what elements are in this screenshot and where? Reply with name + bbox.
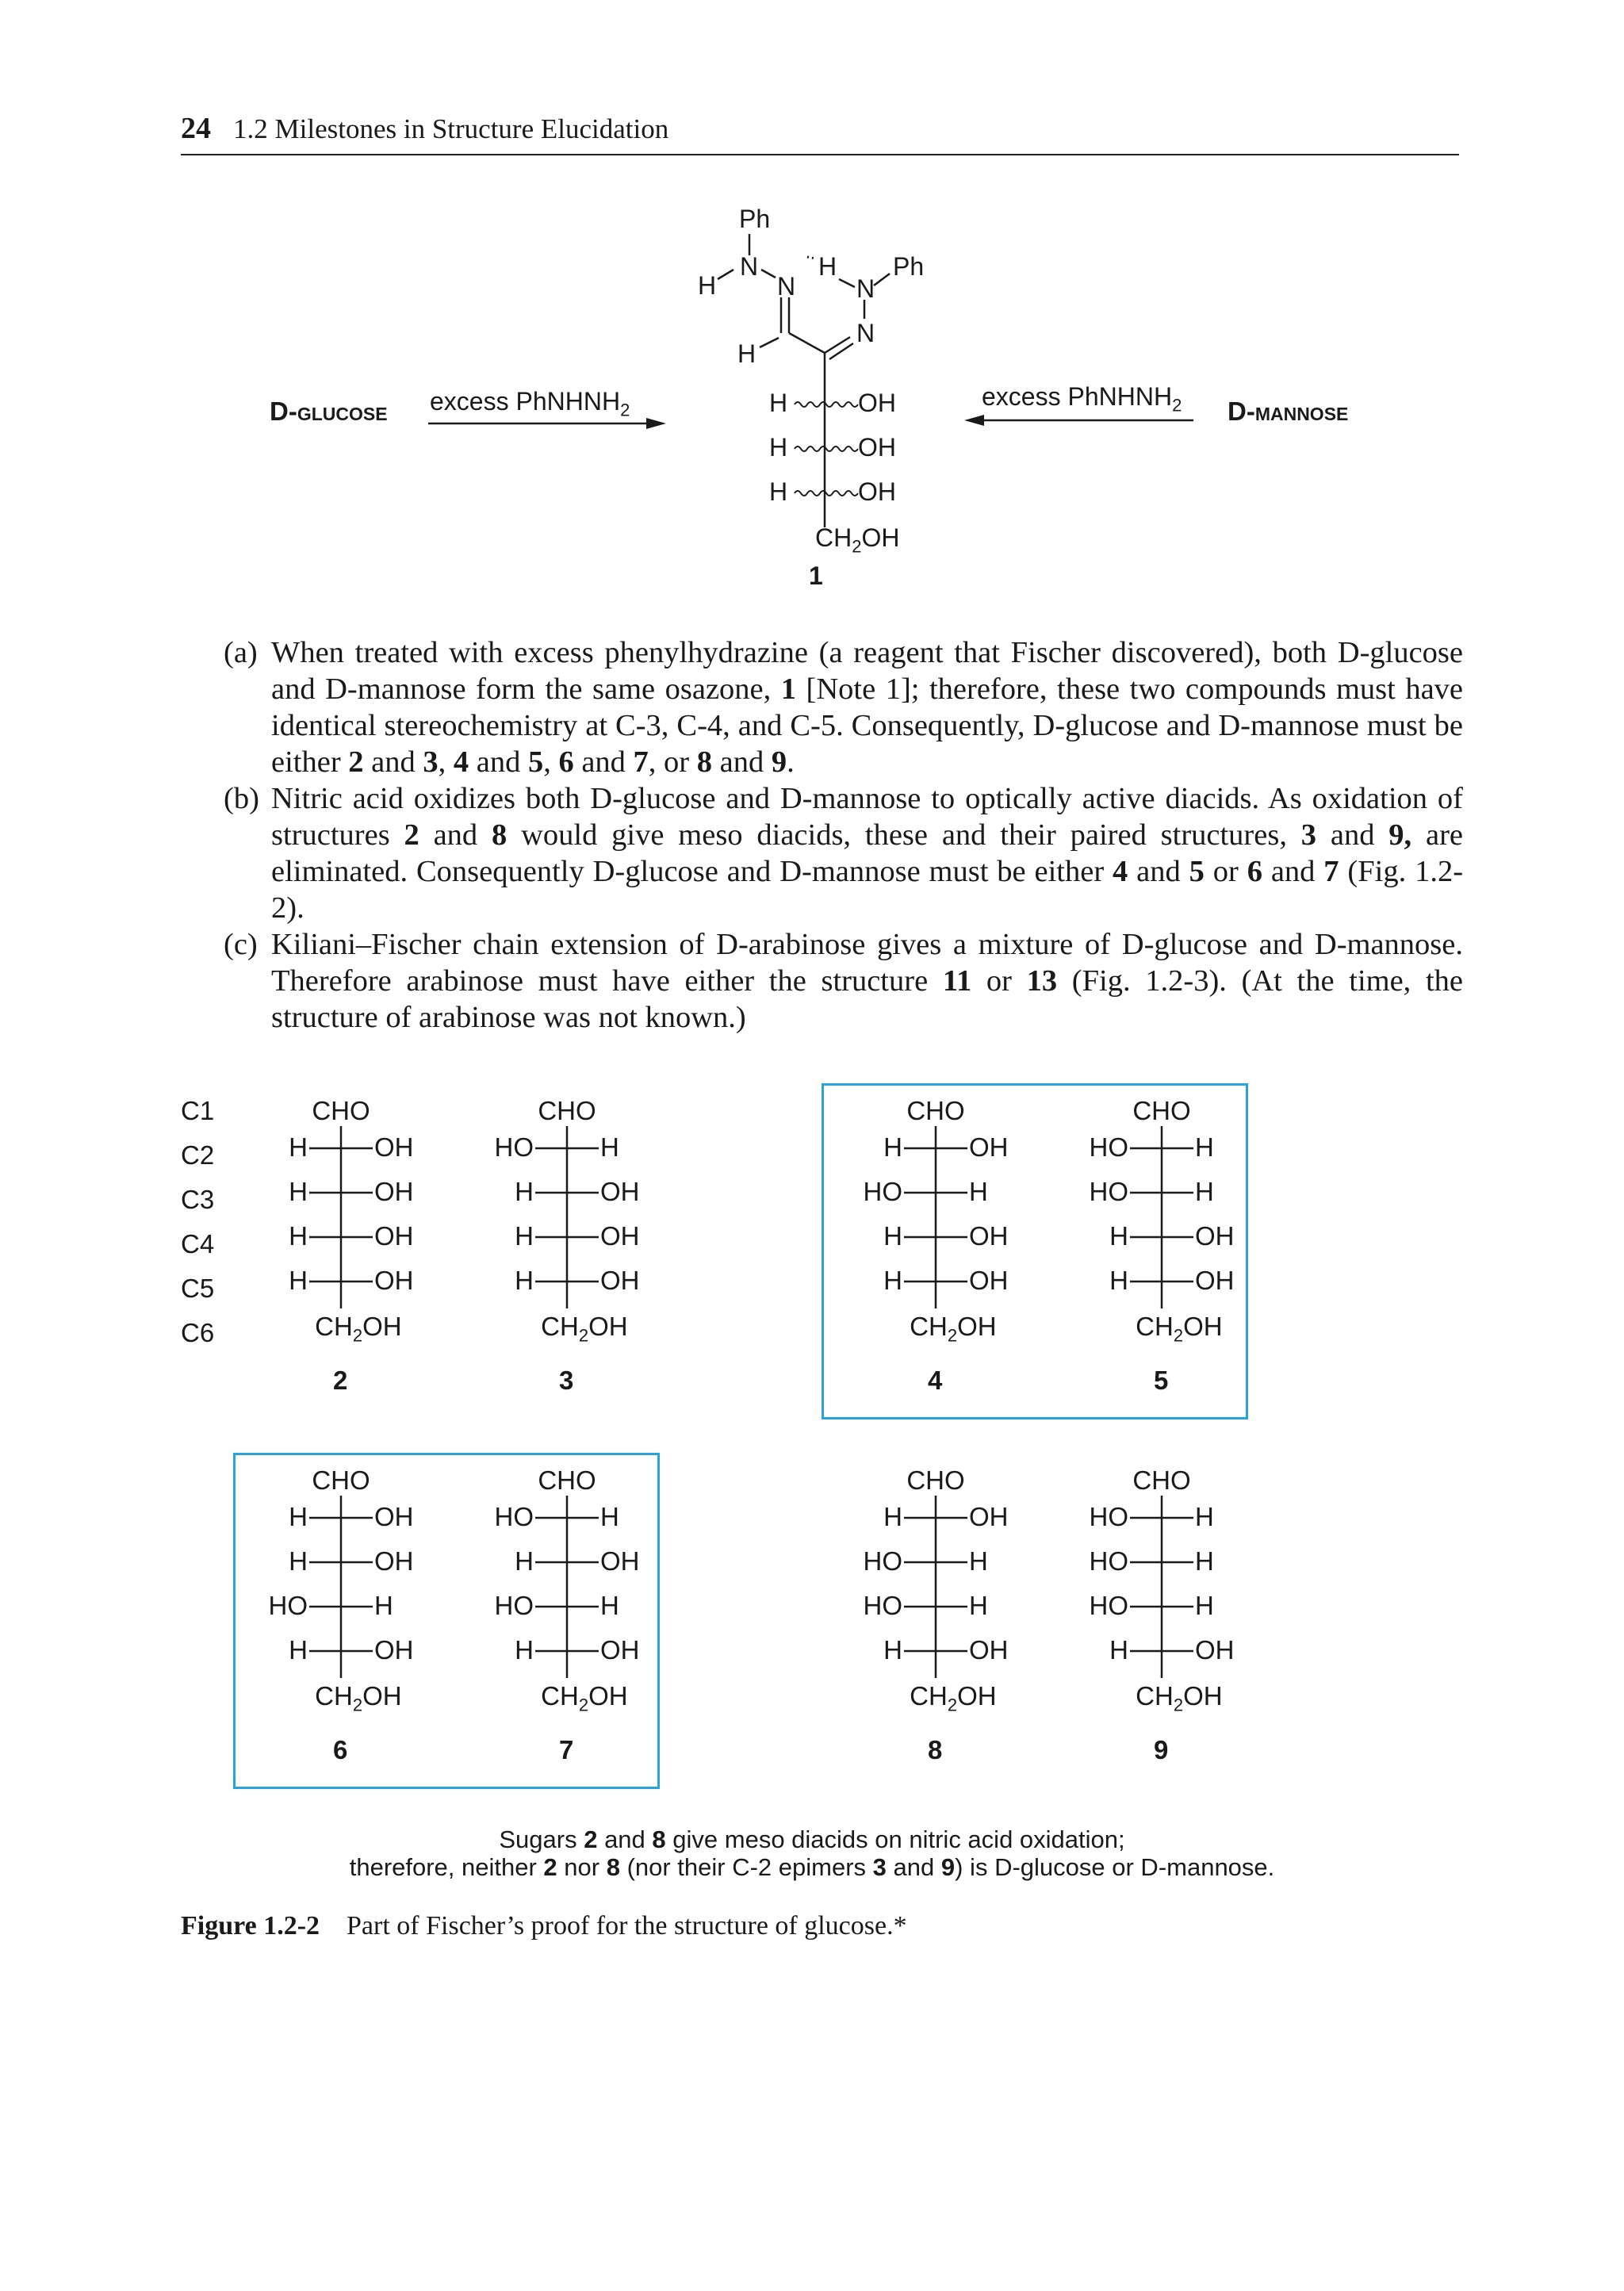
right-substituent: OH (374, 1266, 414, 1295)
right-substituent: H (600, 1132, 619, 1162)
atom-n: N (740, 252, 759, 281)
item-label: (a) (224, 636, 258, 669)
atom-oh: OH (858, 433, 896, 462)
left-substituent: HO (1089, 1546, 1128, 1576)
atom-h: H (769, 433, 788, 462)
fischer-bonds (0, 1063, 1624, 1808)
left-substituent: H (1109, 1635, 1128, 1665)
atom-oh: OH (858, 389, 896, 417)
compound-number-1: 1 (809, 561, 823, 590)
right-substituent: H (969, 1177, 988, 1206)
ch2oh-group: $CH_2OH$ (1136, 1681, 1223, 1715)
item-label: (c) (224, 928, 258, 961)
left-substituent: HO (494, 1132, 534, 1162)
left-substituent: H (289, 1546, 308, 1576)
right-substituent: OH (1195, 1221, 1235, 1251)
atom-h: H (698, 271, 717, 300)
left-substituent: HO (268, 1591, 308, 1620)
left-substituent: H (289, 1266, 308, 1295)
compound-number: 4 (928, 1366, 943, 1395)
right-substituent: H (1195, 1177, 1214, 1206)
ch2oh-group: $CH_2OH$ (541, 1681, 628, 1715)
left-substituent: H (515, 1546, 534, 1576)
atom-oh: OH (858, 477, 896, 506)
right-substituent: OH (374, 1546, 414, 1576)
right-substituent: OH (374, 1635, 414, 1665)
left-reactant: D-glucose (270, 397, 388, 426)
osazone-scheme (0, 0, 1624, 634)
compound-number: 9 (1154, 1735, 1169, 1764)
compound-number: 6 (333, 1735, 348, 1764)
right-substituent: H (969, 1546, 988, 1576)
compound-number: 5 (1154, 1366, 1169, 1395)
carbon-label: C3 (181, 1185, 215, 1214)
paragraph-b: (b) Nitric acid oxidizes both D-glucose and D-mannose to optically active diacids. As oxidation of structures 2 and 8 would give meso diacids, these and their paired structures, 3 and 9, are eliminated. Consequently D-glucose and D-mannose must be either 4 and 5 or 6 and 7 (Fig. 1.2-2). (224, 782, 1464, 925)
left-substituent: HO (1089, 1502, 1128, 1531)
left-substituent: HO (863, 1591, 902, 1620)
left-substituent: H (289, 1177, 308, 1206)
right-substituent: H (1195, 1591, 1214, 1620)
right-reactant: D-mannose (1228, 397, 1349, 426)
left-substituent: HO (1089, 1132, 1128, 1162)
osazone-bonds (0, 0, 1624, 634)
right-substituent: OH (374, 1132, 414, 1162)
paragraph-c: (c) Kiliani–Fischer chain extension of D-arabinose gives a mixture of D-glucose and D-mannose. Therefore arabinose must have either the structure 11 or 13 (Fig. 1.2-3). (At the time, the structure of arabinose was not known.) (224, 928, 1464, 1034)
left-substituent: H (883, 1132, 902, 1162)
atom-n: N (777, 272, 796, 301)
right-substituent: OH (374, 1502, 414, 1531)
left-substituent: H (515, 1635, 534, 1665)
cho-group: CHO (1132, 1096, 1191, 1125)
right-substituent: OH (374, 1221, 414, 1251)
right-substituent: OH (969, 1502, 1009, 1531)
atom-h: H (818, 252, 837, 281)
atom-n: N (856, 274, 875, 303)
left-substituent: H (515, 1177, 534, 1206)
right-substituent: OH (600, 1635, 640, 1665)
cho-group: CHO (906, 1465, 965, 1495)
figure-caption (181, 1911, 907, 1941)
cho-group: CHO (312, 1465, 370, 1495)
right-substituent: H (1195, 1502, 1214, 1531)
atom-h: H (737, 339, 756, 368)
left-substituent: HO (494, 1591, 534, 1620)
figure-label: Figure 1.2-2 (181, 1911, 320, 1940)
atom-ph-right: Ph (893, 252, 925, 281)
right-substituent: OH (600, 1221, 640, 1251)
left-substituent: H (883, 1502, 902, 1531)
right-substituent: H (1195, 1132, 1214, 1162)
ch2oh-group: $CH_2OH$ (910, 1681, 997, 1715)
right-substituent: H (600, 1591, 619, 1620)
right-substituent: OH (969, 1266, 1009, 1295)
cho-group: CHO (1132, 1465, 1191, 1495)
reagent-left: excess PhNHNH$_2$ (430, 387, 630, 420)
reagent-right: excess PhNHNH$_2$ (982, 382, 1182, 416)
atom-h: H (769, 389, 788, 417)
compound-number: 3 (559, 1366, 574, 1395)
right-substituent: OH (600, 1266, 640, 1295)
carbon-label: C4 (181, 1229, 215, 1259)
compound-number: 2 (333, 1366, 348, 1395)
right-substituent: OH (969, 1221, 1009, 1251)
left-substituent: H (515, 1266, 534, 1295)
carbon-label: C5 (181, 1274, 215, 1303)
right-substituent: H (1195, 1546, 1214, 1576)
note-line-1: Sugars 2 and 8 give meso diacids on nitric acid oxidation; (499, 1826, 1125, 1853)
carbon-label: C6 (181, 1318, 215, 1347)
right-substituent: OH (600, 1177, 640, 1206)
atom-n: N (856, 319, 875, 347)
cho-group: CHO (538, 1465, 596, 1495)
left-substituent: HO (1089, 1177, 1128, 1206)
left-substituent: H (883, 1221, 902, 1251)
left-substituent: H (1109, 1266, 1128, 1295)
right-substituent: H (374, 1591, 393, 1620)
ch2oh-group: $CH_2OH$ (541, 1312, 628, 1346)
right-substituent: OH (374, 1177, 414, 1206)
left-substituent: H (289, 1221, 308, 1251)
page-number: 24 (181, 112, 211, 145)
ch2oh-group: $CH_2OH$ (315, 1312, 402, 1346)
section-title: 1.2 Milestones in Structure Elucidation (233, 113, 669, 144)
cho-group: CHO (312, 1096, 370, 1125)
left-substituent: H (289, 1635, 308, 1665)
atom-ph-top: Ph (739, 205, 771, 233)
left-substituent: H (289, 1132, 308, 1162)
carbon-label: C2 (181, 1140, 215, 1170)
left-substituent: HO (863, 1177, 902, 1206)
fischer-projections (0, 1063, 1624, 1808)
right-substituent: OH (969, 1635, 1009, 1665)
right-substituent: OH (1195, 1635, 1235, 1665)
cho-group: CHO (538, 1096, 596, 1125)
note-line-2: therefore, neither 2 nor 8 (nor their C-2 epimers 3 and 9) is D-glucose or D-mannose. (349, 1853, 1275, 1881)
atom-h: H (769, 477, 788, 506)
left-substituent: H (883, 1635, 902, 1665)
item-label: (b) (224, 782, 259, 815)
ch2oh-group: $CH_2OH$ (815, 523, 900, 557)
right-substituent: OH (1195, 1266, 1235, 1295)
left-substituent: H (883, 1266, 902, 1295)
left-substituent: HO (494, 1502, 534, 1531)
compound-number: 7 (559, 1735, 574, 1764)
cho-group: CHO (906, 1096, 965, 1125)
figure-note (0, 1826, 1624, 1881)
carbon-label: C1 (181, 1096, 215, 1125)
right-substituent: H (600, 1502, 619, 1531)
ch2oh-group: $CH_2OH$ (315, 1681, 402, 1715)
right-substituent: OH (969, 1132, 1009, 1162)
figure-caption-text: Part of Fischer’s proof for the structure of glucose.* (347, 1911, 907, 1940)
left-substituent: H (515, 1221, 534, 1251)
left-substituent: HO (1089, 1591, 1128, 1620)
right-substituent: OH (600, 1546, 640, 1576)
compound-number: 8 (928, 1735, 943, 1764)
right-substituent: H (969, 1591, 988, 1620)
left-substituent: H (1109, 1221, 1128, 1251)
left-substituent: H (289, 1502, 308, 1531)
ch2oh-group: $CH_2OH$ (1136, 1312, 1223, 1346)
paragraph-a: (a) When treated with excess phenylhydrazine (a reagent that Fischer discovered), both D-glucose and D-mannose form the same osazone, 1 [Note 1]; therefore, these two compounds must have identical stereochemistry at C-3, C-4, and C-5. Consequently, D-glucose and D-mannose must be either 2 and 3, 4 and 5, 6 and 7, or 8 and 9. (224, 636, 1464, 779)
body-text (214, 634, 1463, 1036)
ch2oh-group: $CH_2OH$ (910, 1312, 997, 1346)
left-substituent: HO (863, 1546, 902, 1576)
